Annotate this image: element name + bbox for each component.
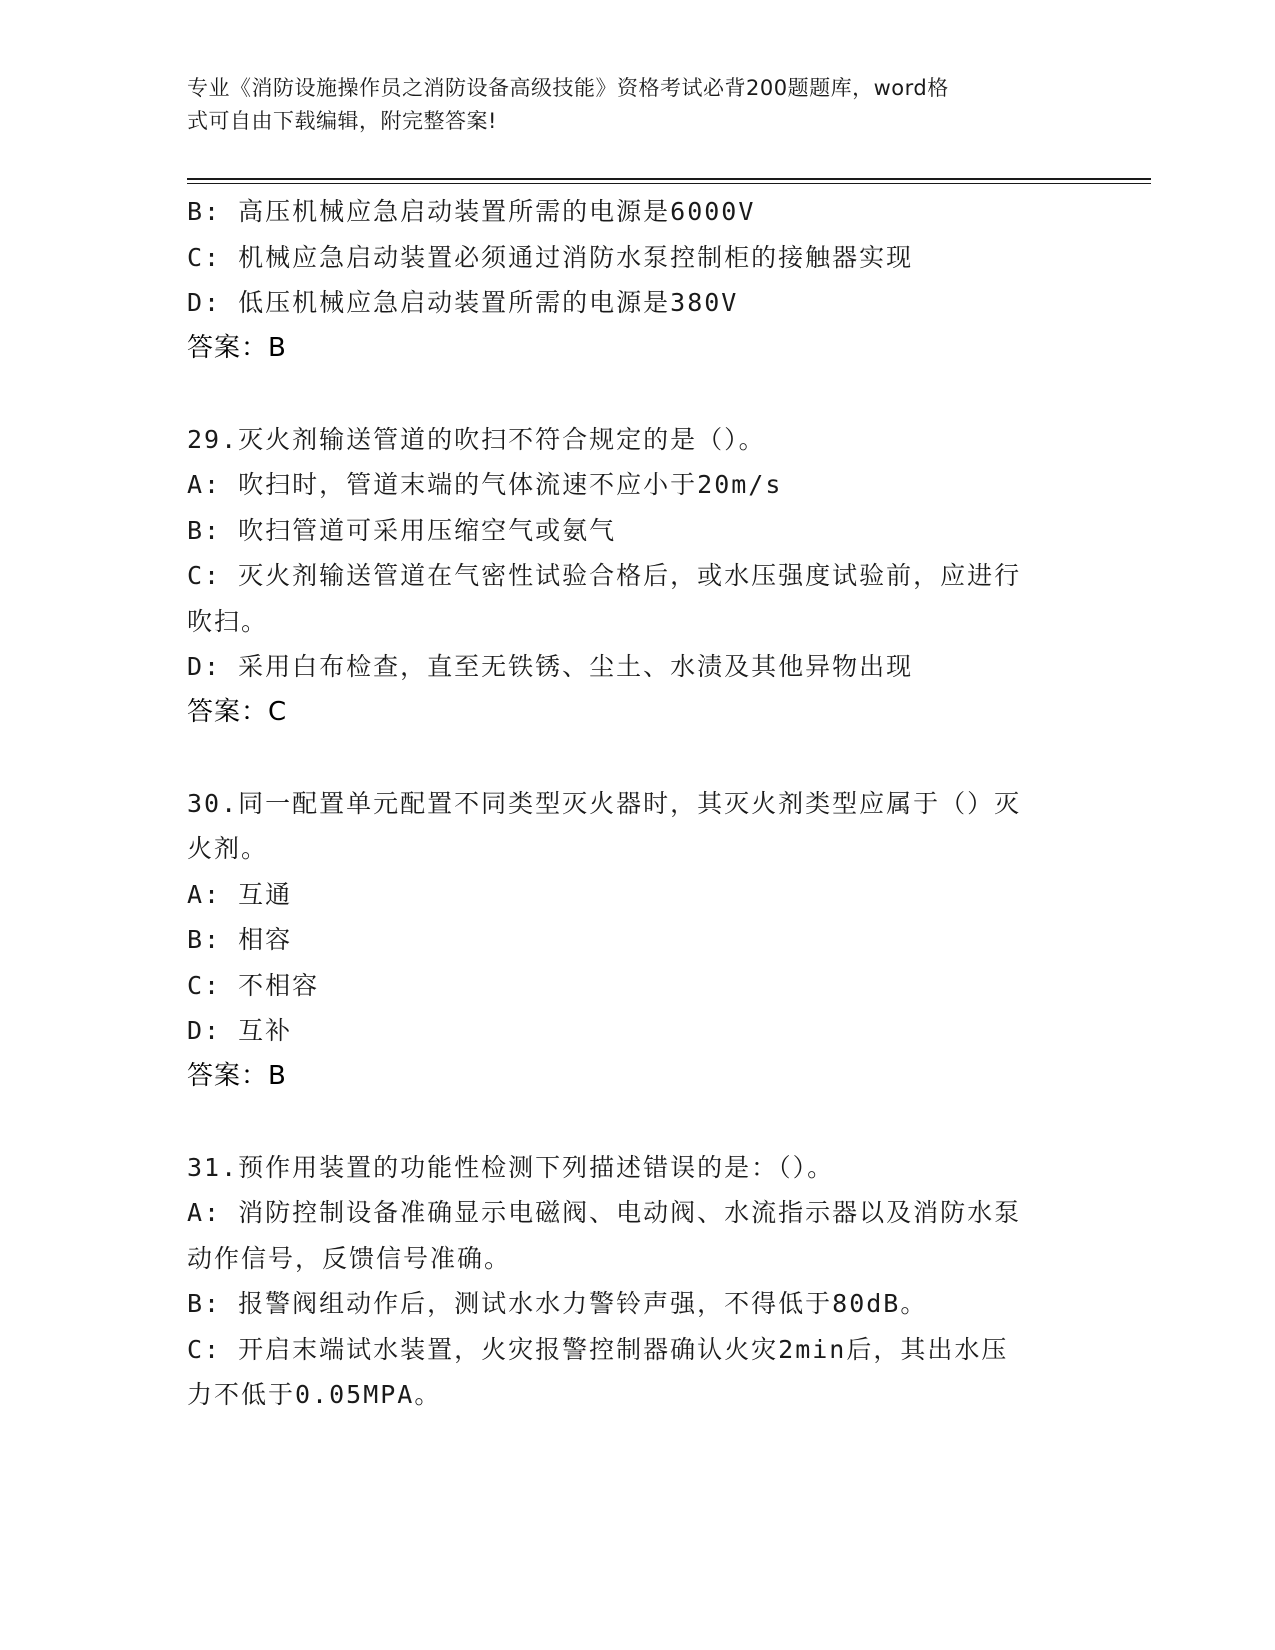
question-29-option-a: A: 吹扫时，管道末端的气体流速不应小于20m/s — [187, 470, 783, 499]
question-29-option-b: B: 吹扫管道可采用压缩空气或氨气 — [187, 515, 617, 545]
question-30-option-c: C: 不相容 — [187, 970, 320, 1000]
question-29-option-c-line-1: C: 灭火剂输送管道在气密性试验合格后，或水压强度试验前，应进行 — [187, 561, 1022, 590]
document-body — [187, 189, 1067, 1418]
question-30-block — [187, 781, 1067, 1100]
question-31-option-a-line-1: A: 消防控制设备准确显示电磁阀、电动阀、水流指示器以及消防水泵 — [187, 1198, 1022, 1227]
question-31-block — [187, 1145, 1067, 1418]
question-29-answer: 答案：C — [187, 696, 288, 727]
question-31-option-c-line-1: C: 开启末端试水装置，火灾报警控制器确认火灾2min后，其出水压 — [187, 1334, 1009, 1364]
spacer — [187, 735, 1067, 781]
question-30-text-line-2: 火剂。 — [187, 834, 269, 863]
header-rule-secondary — [187, 183, 1151, 184]
question-30-answer: 答案：B — [187, 1060, 287, 1091]
question-28-answer: 答案：B — [187, 332, 287, 363]
question-30-text-line-1: 30.同一配置单元配置不同类型灭火器时，其灭火剂类型应属于（）灭 — [187, 788, 1022, 818]
question-30-option-b: B: 相容 — [187, 925, 293, 954]
header-title-line-1: 专业《消防设施操作员之消防设备高级技能》资格考试必背200题题库，word格 — [187, 76, 949, 100]
question-29-text: 29.灭火剂输送管道的吹扫不符合规定的是（）。 — [187, 424, 766, 454]
question-31-text: 31.预作用装置的功能性检测下列描述错误的是：（）。 — [187, 1152, 835, 1182]
question-29-option-d: D: 采用白布检查，直至无铁锈、尘土、水渍及其他异物出现 — [187, 652, 914, 681]
question-31-option-b: B: 报警阀组动作后，测试水水力警铃声强，不得低于80dB。 — [187, 1289, 928, 1318]
spacer — [187, 1099, 1067, 1145]
document-header — [187, 72, 1067, 138]
question-28-option-c: C: 机械应急启动装置必须通过消防水泵控制柜的接触器实现 — [187, 242, 914, 272]
spacer — [187, 371, 1067, 417]
question-28-option-b: B: 高压机械应急启动装置所需的电源是6000V — [187, 197, 756, 226]
question-31-option-a-line-2: 动作信号，反馈信号准确。 — [187, 1243, 512, 1273]
question-31-option-c-line-2: 力不低于0.05MPA。 — [187, 1380, 442, 1409]
question-29-block — [187, 417, 1067, 736]
question-28-block — [187, 189, 1067, 371]
header-title-line-2: 式可自由下载编辑，附完整答案! — [187, 109, 497, 133]
question-30-option-d: D: 互补 — [187, 1016, 293, 1045]
question-30-option-a: A: 互通 — [187, 879, 293, 909]
question-28-option-d: D: 低压机械应急启动装置所需的电源是380V — [187, 288, 739, 317]
header-rule — [187, 178, 1151, 180]
question-29-option-c-line-2: 吹扫。 — [187, 606, 269, 636]
